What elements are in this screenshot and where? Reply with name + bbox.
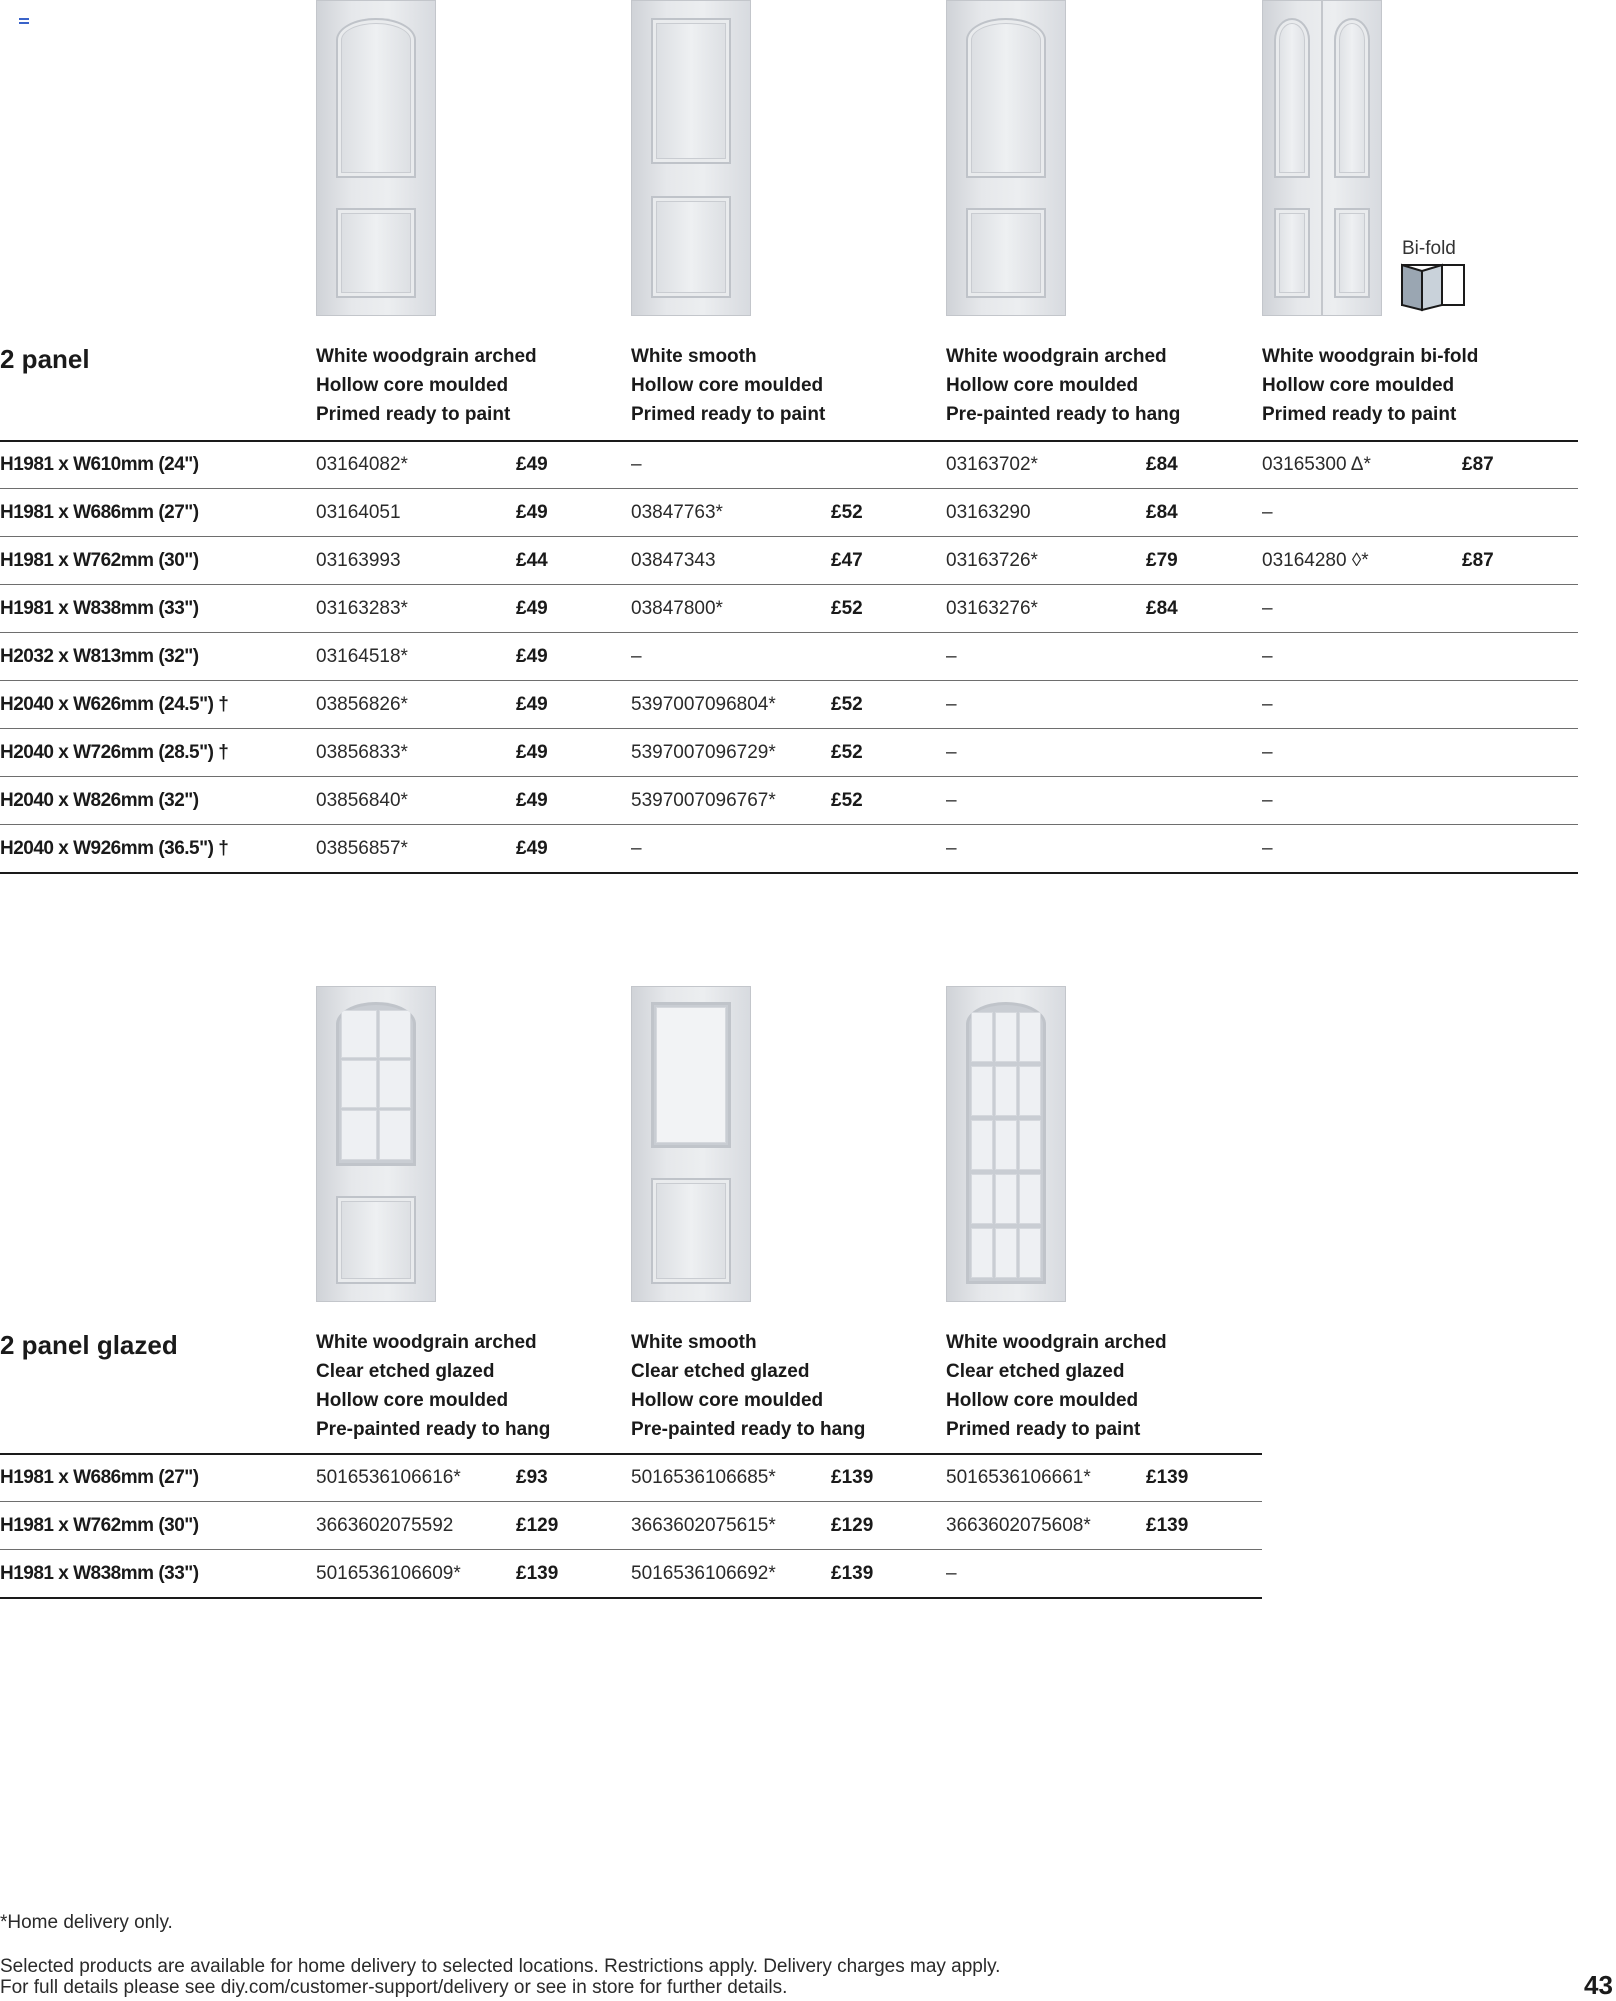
product-code: 5016536106609* — [316, 1563, 461, 1584]
product-code: 03856826* — [316, 694, 408, 715]
product-price: £84 — [1146, 598, 1178, 619]
row-size-label: H1981 x W838mm (33") — [0, 1563, 199, 1584]
product-code: 03165300 Δ* — [1262, 454, 1371, 475]
row-size-label: H1981 x W610mm (24") — [0, 454, 199, 475]
product-price: £44 — [516, 550, 548, 571]
row-size-label: H2040 x W626mm (24.5") † — [0, 694, 229, 715]
product-code: 03856833* — [316, 742, 408, 763]
product-price: £52 — [831, 790, 863, 811]
door-image-glazed-smooth — [631, 986, 751, 1302]
product-code: – — [1262, 838, 1273, 859]
product-code: 03164518* — [316, 646, 408, 667]
product-price: £52 — [831, 502, 863, 523]
product-price: £139 — [1146, 1467, 1189, 1488]
product-code: 5016536106685* — [631, 1467, 776, 1488]
product-code: – — [946, 646, 957, 667]
product-code: 03163993 — [316, 550, 401, 571]
product-price: £52 — [831, 742, 863, 763]
product-price: £84 — [1146, 502, 1178, 523]
product-description: White woodgrain bi-fold Hollow core moulded Primed ready to paint — [1262, 346, 1479, 425]
product-code: – — [946, 838, 957, 859]
product-price: £49 — [516, 694, 548, 715]
product-code: – — [631, 646, 642, 667]
row-size-label: H1981 x W686mm (27") — [0, 1467, 199, 1488]
product-code: 5397007096804* — [631, 694, 776, 715]
product-code: – — [631, 838, 642, 859]
product-code: – — [946, 694, 957, 715]
product-description: White woodgrain arched Hollow core moulded Pre-painted ready to hang — [946, 346, 1181, 425]
product-code: 5016536106616* — [316, 1467, 461, 1488]
menu-icon — [19, 18, 29, 26]
row-size-label: H1981 x W762mm (30") — [0, 1515, 199, 1536]
product-price: £139 — [831, 1563, 874, 1584]
product-price: £87 — [1462, 454, 1494, 475]
section-title-2-panel-glazed: 2 panel glazed — [0, 1330, 178, 1360]
footnote-delivery-line2: For full details please see diy.com/customer-support/delivery or see in store for further details. — [0, 1977, 788, 1998]
footnote-home-delivery: *Home delivery only. — [0, 1912, 173, 1933]
product-code: 03163702* — [946, 454, 1038, 475]
product-description: White woodgrain arched Clear etched glazed Hollow core moulded Pre-painted ready to hang — [316, 1332, 551, 1440]
product-code: – — [1262, 646, 1273, 667]
door-image-woodgrain-prepainted — [946, 0, 1066, 316]
row-size-label: H1981 x W762mm (30") — [0, 550, 199, 571]
product-price: £129 — [831, 1515, 874, 1536]
product-code: 03163276* — [946, 598, 1038, 619]
product-code: 03164051 — [316, 502, 401, 523]
page-number: 43 — [1584, 1970, 1613, 2000]
product-description: White woodgrain arched Hollow core moulded Primed ready to paint — [316, 346, 537, 425]
door-image-smooth — [631, 0, 751, 316]
product-code: – — [1262, 742, 1273, 763]
product-code: – — [631, 454, 642, 475]
product-code: – — [946, 1563, 957, 1584]
product-code: 03164082* — [316, 454, 408, 475]
product-description: White smooth Hollow core moulded Primed ready to paint — [631, 346, 826, 425]
row-size-label: H2040 x W826mm (32") — [0, 790, 199, 811]
door-image-bifold — [1262, 0, 1382, 316]
product-code: 5016536106661* — [946, 1467, 1091, 1488]
product-price: £52 — [831, 598, 863, 619]
product-code: 3663602075615* — [631, 1515, 776, 1536]
bifold-label: Bi-fold — [1402, 238, 1456, 259]
product-code: 03847343 — [631, 550, 716, 571]
product-price: £49 — [516, 502, 548, 523]
row-size-label: H2032 x W813mm (32") — [0, 646, 199, 667]
product-code: 03847800* — [631, 598, 723, 619]
product-price: £49 — [516, 838, 548, 859]
product-code: 3663602075592 — [316, 1515, 454, 1536]
product-description: White smooth Clear etched glazed Hollow core moulded Pre-painted ready to hang — [631, 1332, 866, 1440]
product-price: £49 — [516, 742, 548, 763]
product-code: 5016536106692* — [631, 1563, 776, 1584]
section-title-2-panel: 2 panel — [0, 344, 90, 374]
product-code: 3663602075608* — [946, 1515, 1091, 1536]
door-image-glazed-woodgrain — [316, 986, 436, 1302]
product-code: 5397007096767* — [631, 790, 776, 811]
product-price: £79 — [1146, 550, 1178, 571]
product-price: £84 — [1146, 454, 1178, 475]
product-price: £49 — [516, 598, 548, 619]
product-price: £129 — [516, 1515, 559, 1536]
product-price: £49 — [516, 790, 548, 811]
product-code: 03847763* — [631, 502, 723, 523]
product-price: £49 — [516, 646, 548, 667]
product-code: 5397007096729* — [631, 742, 776, 763]
product-price: £93 — [516, 1467, 548, 1488]
product-price: £139 — [516, 1563, 559, 1584]
product-code: 03856840* — [316, 790, 408, 811]
row-size-label: H2040 x W726mm (28.5") † — [0, 742, 229, 763]
product-price: £139 — [831, 1467, 874, 1488]
product-price: £87 — [1462, 550, 1494, 571]
product-price: £52 — [831, 694, 863, 715]
row-size-label: H1981 x W838mm (33") — [0, 598, 199, 619]
product-code: – — [1262, 502, 1273, 523]
product-code: 03856857* — [316, 838, 408, 859]
product-price: £47 — [831, 550, 863, 571]
bifold-icon — [1400, 262, 1466, 312]
product-code: – — [1262, 790, 1273, 811]
door-image-woodgrain-arched — [316, 0, 436, 316]
door-image-glazed-full — [946, 986, 1066, 1302]
product-code: – — [1262, 598, 1273, 619]
product-price: £49 — [516, 454, 548, 475]
footnote-delivery-line1: Selected products are available for home delivery to selected locations. Restrictions apply. Delivery charges may apply. — [0, 1956, 1001, 1977]
product-code: – — [946, 742, 957, 763]
product-code: 03164280 ◊* — [1262, 550, 1369, 571]
row-size-label: H2040 x W926mm (36.5") † — [0, 838, 229, 859]
product-description: White woodgrain arched Clear etched glazed Hollow core moulded Primed ready to paint — [946, 1332, 1167, 1440]
product-code: – — [946, 790, 957, 811]
product-code: 03163290 — [946, 502, 1031, 523]
product-code: – — [1262, 694, 1273, 715]
row-size-label: H1981 x W686mm (27") — [0, 502, 199, 523]
product-price: £139 — [1146, 1515, 1189, 1536]
product-code: 03163283* — [316, 598, 408, 619]
product-code: 03163726* — [946, 550, 1038, 571]
